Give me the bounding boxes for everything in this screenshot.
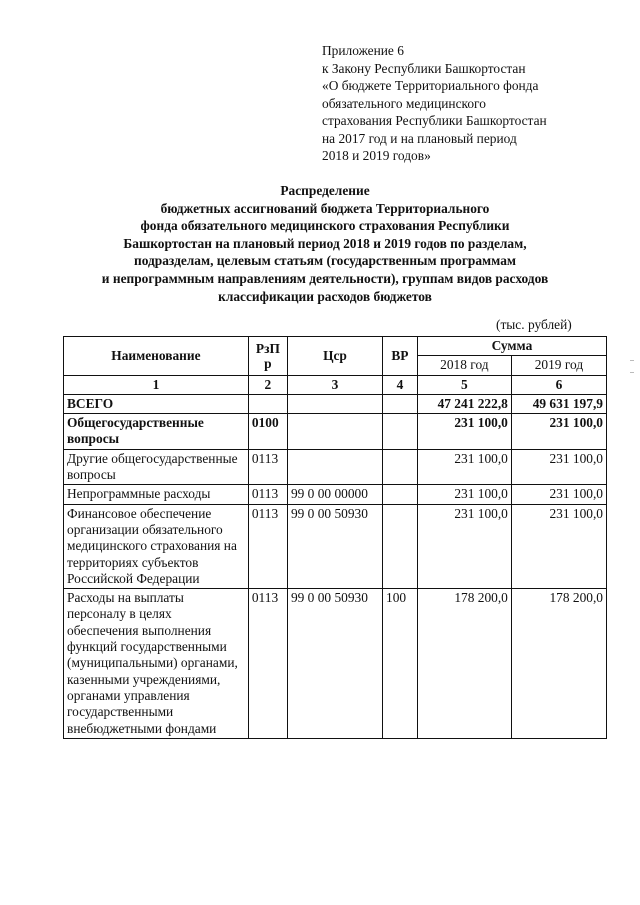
row-csr [287,394,382,413]
column-index: 1 [64,375,249,394]
appendix-line: Приложение 6 [322,43,404,58]
row-vr [383,449,418,485]
row-sum-2019: 49 631 197,9 [511,394,606,413]
row-sum-2018: 47 241 222,8 [417,394,511,413]
row-sum-2018: 231 100,0 [417,504,511,588]
row-sum-2019: 231 100,0 [511,504,606,588]
appendix-line: к Закону Республики Башкортостан [322,60,526,76]
margin-mark [630,360,634,361]
appendix-line: страхования Республики Башкортостан [322,113,547,128]
row-name: ВСЕГО [64,394,249,413]
row-rzpr: 0113 [248,485,287,504]
row-csr: 99 0 00 50930 [287,504,382,588]
row-vr [383,394,418,413]
row-rzpr: 0113 [248,449,287,485]
title-line: подразделам, целевым статьям (государственным программам [133,253,517,269]
column-index-row [64,375,607,394]
row-sum-2019: 231 100,0 [511,414,606,450]
table-row [64,394,607,413]
row-sum-2019: 178 200,0 [511,589,606,739]
header-name: Наименование [64,337,249,376]
row-sum-2018: 231 100,0 [417,449,511,485]
row-name: Другие общегосударственные вопросы [64,449,249,485]
row-vr [383,485,418,504]
row-sum-2019: 231 100,0 [511,485,606,504]
row-vr [383,504,418,588]
budget-table [63,336,607,739]
row-vr [383,414,418,450]
row-csr [287,449,382,485]
table-row [64,414,607,450]
title-line: Башкортостан на плановый период 2018 и 2019 годов по разделам, [123,235,527,251]
row-name: Расходы на выплаты персоналу в целях обеспечения выполнения функций государственными (муниципальными) органами, казенными учреждениями, органами управления государственными внебюджетными фондами [64,589,249,739]
appendix-line: «О бюджете Территориального фонда [322,78,539,93]
row-name: Финансовое обеспечение организации обязательного медицинского страхования на территориях субъектов Российской Федерации [64,504,249,588]
row-sum-2018: 178 200,0 [417,589,511,739]
row-rzpr: 0113 [248,504,287,588]
header-sum: Сумма [417,337,606,356]
row-sum-2018: 231 100,0 [417,414,511,450]
column-index: 3 [287,375,382,394]
row-rzpr: 0100 [248,414,287,450]
header-csr: Цср [287,337,382,376]
row-name: Непрограммные расходы [64,485,249,504]
column-index: 5 [417,375,511,394]
header-2019: 2019 год [511,356,606,375]
row-csr [287,414,382,450]
header-2018: 2018 год [417,356,511,375]
row-rzpr: 0113 [248,589,287,739]
appendix-line: обязательного медицинского [322,95,486,111]
row-rzpr [248,394,287,413]
title-line: и непрограммным направлениям деятельности), группам видов расходов [101,270,549,286]
row-csr: 99 0 00 00000 [287,485,382,504]
appendix-line: на 2017 год и на плановый период [322,130,517,146]
row-vr: 100 [383,589,418,739]
column-index: 4 [383,375,418,394]
margin-mark [630,372,634,373]
column-index: 2 [248,375,287,394]
header-rzpr: РзП р [248,337,287,376]
table-header-row [64,337,607,356]
row-name: Общегосударственные вопросы [64,414,249,450]
row-sum-2018: 231 100,0 [417,485,511,504]
title-line: фонда обязательного медицинского страхования Республики [140,218,510,234]
table-row [64,589,607,739]
row-csr: 99 0 00 50930 [287,589,382,739]
title-line: Распределение [280,183,370,198]
appendix-header [322,42,622,165]
row-sum-2019: 231 100,0 [511,449,606,485]
title-line: бюджетных ассигнований бюджета Территориального [160,200,490,216]
units-label: (тыс. рублей) [496,317,572,332]
table-row [64,504,607,588]
appendix-line: 2018 и 2019 годов» [322,148,431,163]
column-index: 6 [511,375,606,394]
table-row [64,449,607,485]
table-row [64,485,607,504]
document-title [40,182,610,305]
header-vr: ВР [383,337,418,376]
title-line: классификации расходов бюджетов [218,288,432,304]
